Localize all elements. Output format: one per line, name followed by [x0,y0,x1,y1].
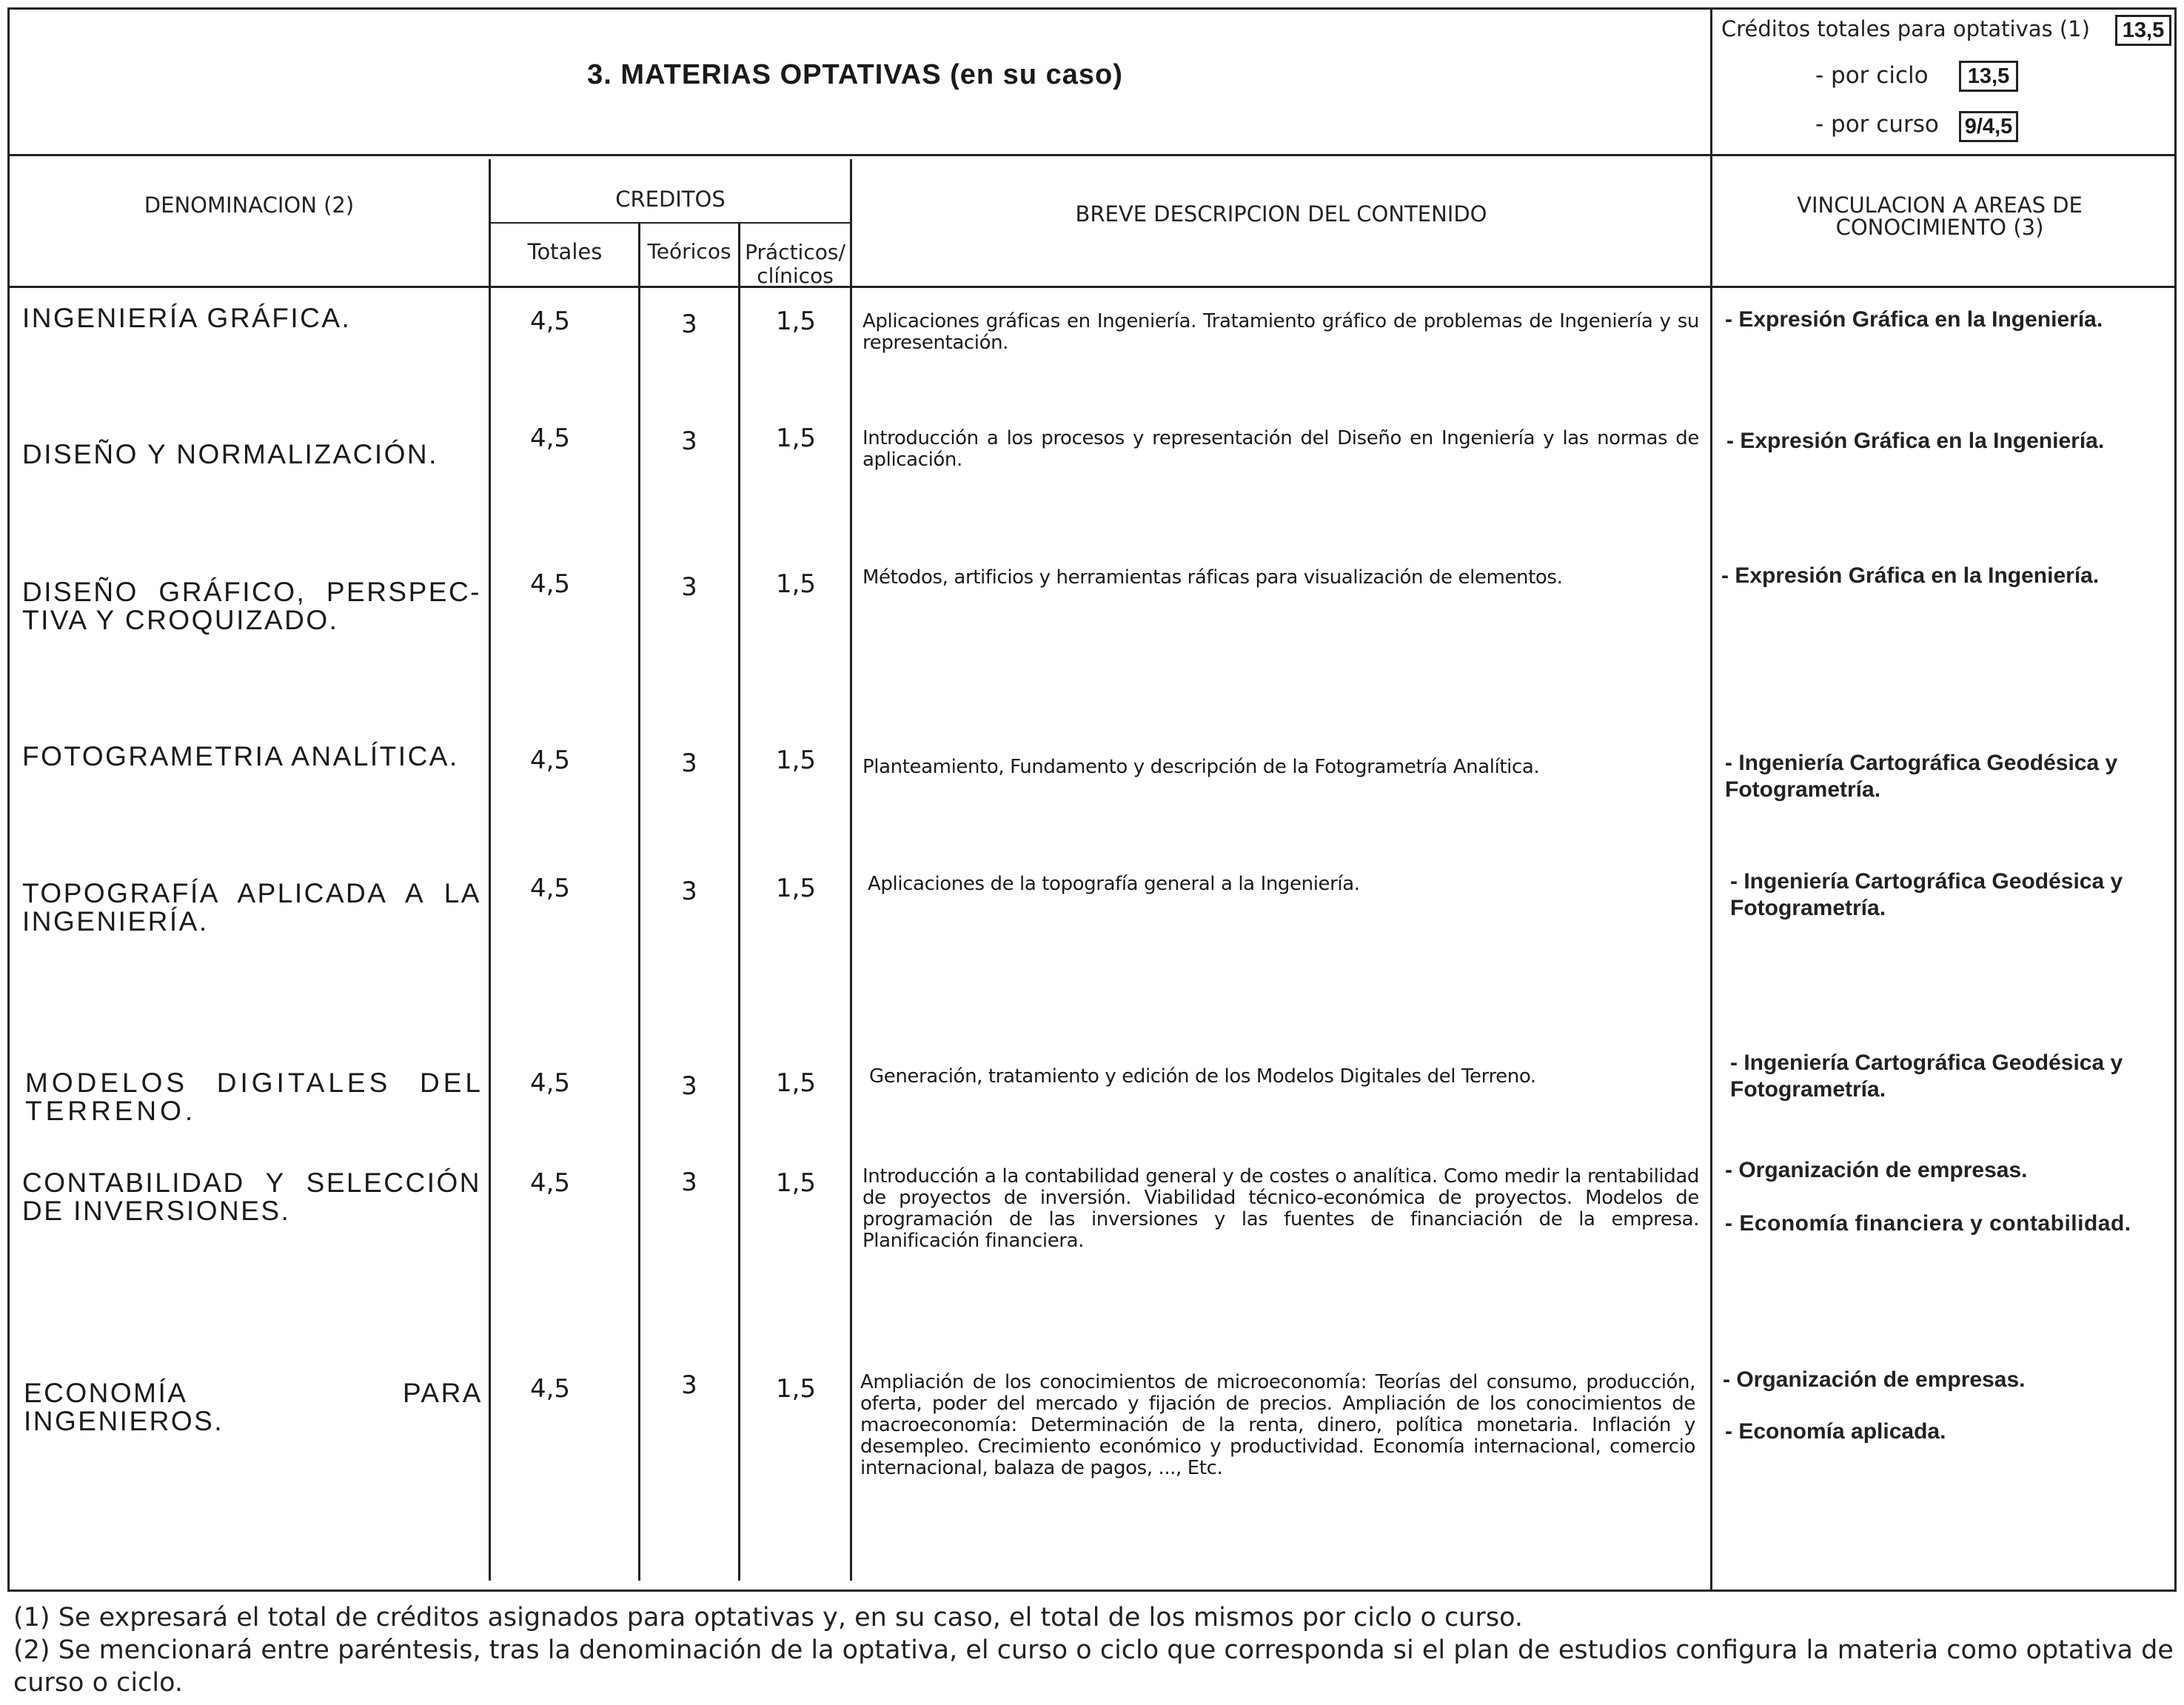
credits-total-label: Créditos totales para optativas (1) [1721,16,2090,41]
header-divider-line [7,154,2177,156]
frame-bottom-line [7,1590,2177,1592]
subject-name: TOPOGRAFÍA APLICADA A LA INGENIERÍA. [22,878,481,937]
credits-totales: 4,5 [529,307,571,336]
knowledge-area: - Organización de empresas. [1723,1367,2026,1392]
credits-teoricos: 3 [681,1370,697,1400]
credits-practicos: 1,5 [775,746,817,775]
subject-description: Aplicaciones gráficas en Ingeniería. Tratamiento gráfico de problemas de Ingeniería y su representación. [862,310,1699,354]
credits-teoricos: 3 [681,309,697,339]
colhead-denominacion: DENOMINACION (2) [144,192,355,218]
page-title: 3. MATERIAS OPTATIVAS (en su caso) [587,59,1123,90]
frame-right-line [2174,7,2177,1592]
credits-total-value: 13,5 [2115,15,2171,46]
per-cycle-label: - por ciclo [1815,62,1929,89]
per-cycle-value: 13,5 [1959,61,2018,92]
frame-top-line [7,7,2177,10]
subject-name: CONTABILIDAD Y SELECCIÓN DE INVERSIONES. [22,1168,481,1226]
subject-name: FOTOGRAMETRIA ANALÍTICA. [22,741,459,771]
credits-teoricos: 3 [681,877,697,906]
knowledge-area: - Expresión Gráfica en la Ingeniería. [1721,563,2100,588]
subject-description: Métodos, artificios y herramientas ráficas para visualización de elementos. [862,566,1563,589]
credits-practicos: 1,5 [775,1168,817,1198]
subject-description: Introducción a la contabilidad general y de costes o analítica. Como medir la rentabilidad de proyectos de inversión. Viabilidad técnico-económica de proyectos. Modelos de programación de las inversiones y las fuentes de financiación de la empresa. Planificación financiera. [862,1165,1699,1252]
credits-totales: 4,5 [529,569,571,599]
credits-subhead-line [489,222,851,224]
knowledge-area: - Ingeniería Cartográfica Geodésica y Fotogrametría. [1725,751,2118,802]
subject-description: Planteamiento, Fundamento y descripción de la Fotogrametría Analítica. [862,756,1540,778]
subject-name: MODELOS DIGITALES DEL TERRENO. [25,1068,484,1126]
colhead-descripcion: BREVE DESCRIPCION DEL CONTENIDO [1075,201,1487,227]
credits-totales: 4,5 [529,1068,571,1098]
per-course-value: 9/4,5 [1959,111,2018,142]
subject-name: ECONOMÍA PARA INGENIEROS. [24,1378,483,1436]
subject-name: INGENIERÍA GRÁFICA. [22,303,352,333]
credits-teoricos: 3 [681,748,697,778]
col-sep-practicos [850,159,852,1581]
credits-teoricos: 3 [681,1168,697,1197]
colhead-practicos: Prácticos/ clínicos [745,240,845,288]
colhead-totales: Totales [527,239,603,264]
credits-practicos: 1,5 [775,423,817,453]
credits-practicos: 1,5 [775,874,817,903]
colhead-vinculacion: VINCULACION A AREAS DE CONOCIMIENTO (3) [1797,192,2083,240]
credits-totales: 4,5 [529,423,571,453]
credits-totales: 4,5 [529,874,571,903]
credits-practicos: 1,5 [775,1374,817,1404]
credits-totales: 4,5 [529,1374,571,1404]
knowledge-area: - Expresión Gráfica en la Ingeniería. [1726,429,2105,453]
subject-description: Generación, tratamiento y edición de los Modelos Digitales del Terreno. [869,1065,1536,1088]
knowledge-area: - Economía aplicada. [1725,1419,1946,1444]
credits-practicos: 1,5 [775,307,817,336]
credits-practicos: 1,5 [775,569,817,599]
col-sep-descripcion [1710,7,1712,1590]
subject-description: Aplicaciones de la topografía general a la Ingeniería. [868,873,1360,895]
frame-left-line [7,7,10,1592]
credits-teoricos: 3 [681,1071,697,1101]
knowledge-area: - Organización de empresas. [1725,1158,2028,1182]
knowledge-area: - Ingeniería Cartográfica Geodésica y Fotogrametría. [1730,1051,2123,1102]
knowledge-area: - Economía financiera y contabilidad. [1725,1211,2131,1236]
subject-description: Ampliación de los conocimientos de microeconomía: Teorías del consumo, producción, oferta, poder del mercado y fijación de precios. Ampliación de los conocimientos de macroeconomía: Determinación de la renta, dinero, política monetaria. Inflación y desempleo. Crecimiento económico y productividad. Economía internacional, comercio internacional, balaza de pagos, ..., Etc. [860,1371,1695,1479]
subject-name: DISEÑO Y NORMALIZACIÓN. [22,439,438,469]
col-sep-denominacion [489,159,491,1581]
colhead-creditos: CREDITOS [615,187,726,212]
footnote-2: (2) Se mencionará entre paréntesis, tras la denominación de la optativa, el curso o ciclo que corresponda si el plan de estudios configura la materia como optativa de curso o ciclo. [13,1635,2174,1698]
credits-totales: 4,5 [529,1168,571,1198]
credits-teoricos: 3 [681,572,697,602]
colhead-teoricos: Teóricos [647,239,731,264]
credits-teoricos: 3 [681,426,697,456]
knowledge-area: - Expresión Gráfica en la Ingeniería. [1725,307,2103,332]
per-course-label: - por curso [1815,111,1939,138]
credits-practicos: 1,5 [775,1068,817,1098]
footnote-1: (1) Se expresará el total de créditos asignados para optativas y, en su caso, el total de los mismos por ciclo o curso. [13,1603,1524,1632]
knowledge-area: - Ingeniería Cartográfica Geodésica y Fotogrametría. [1730,869,2123,920]
colhead-divider-line [7,286,2177,288]
subject-description: Introducción a los procesos y representación del Diseño en Ingeniería y las normas de aplicación. [862,427,1699,471]
subject-name: DISEÑO GRÁFICO, PERSPEC-TIVA Y CROQUIZADO. [22,577,481,635]
credits-totales: 4,5 [529,746,571,775]
